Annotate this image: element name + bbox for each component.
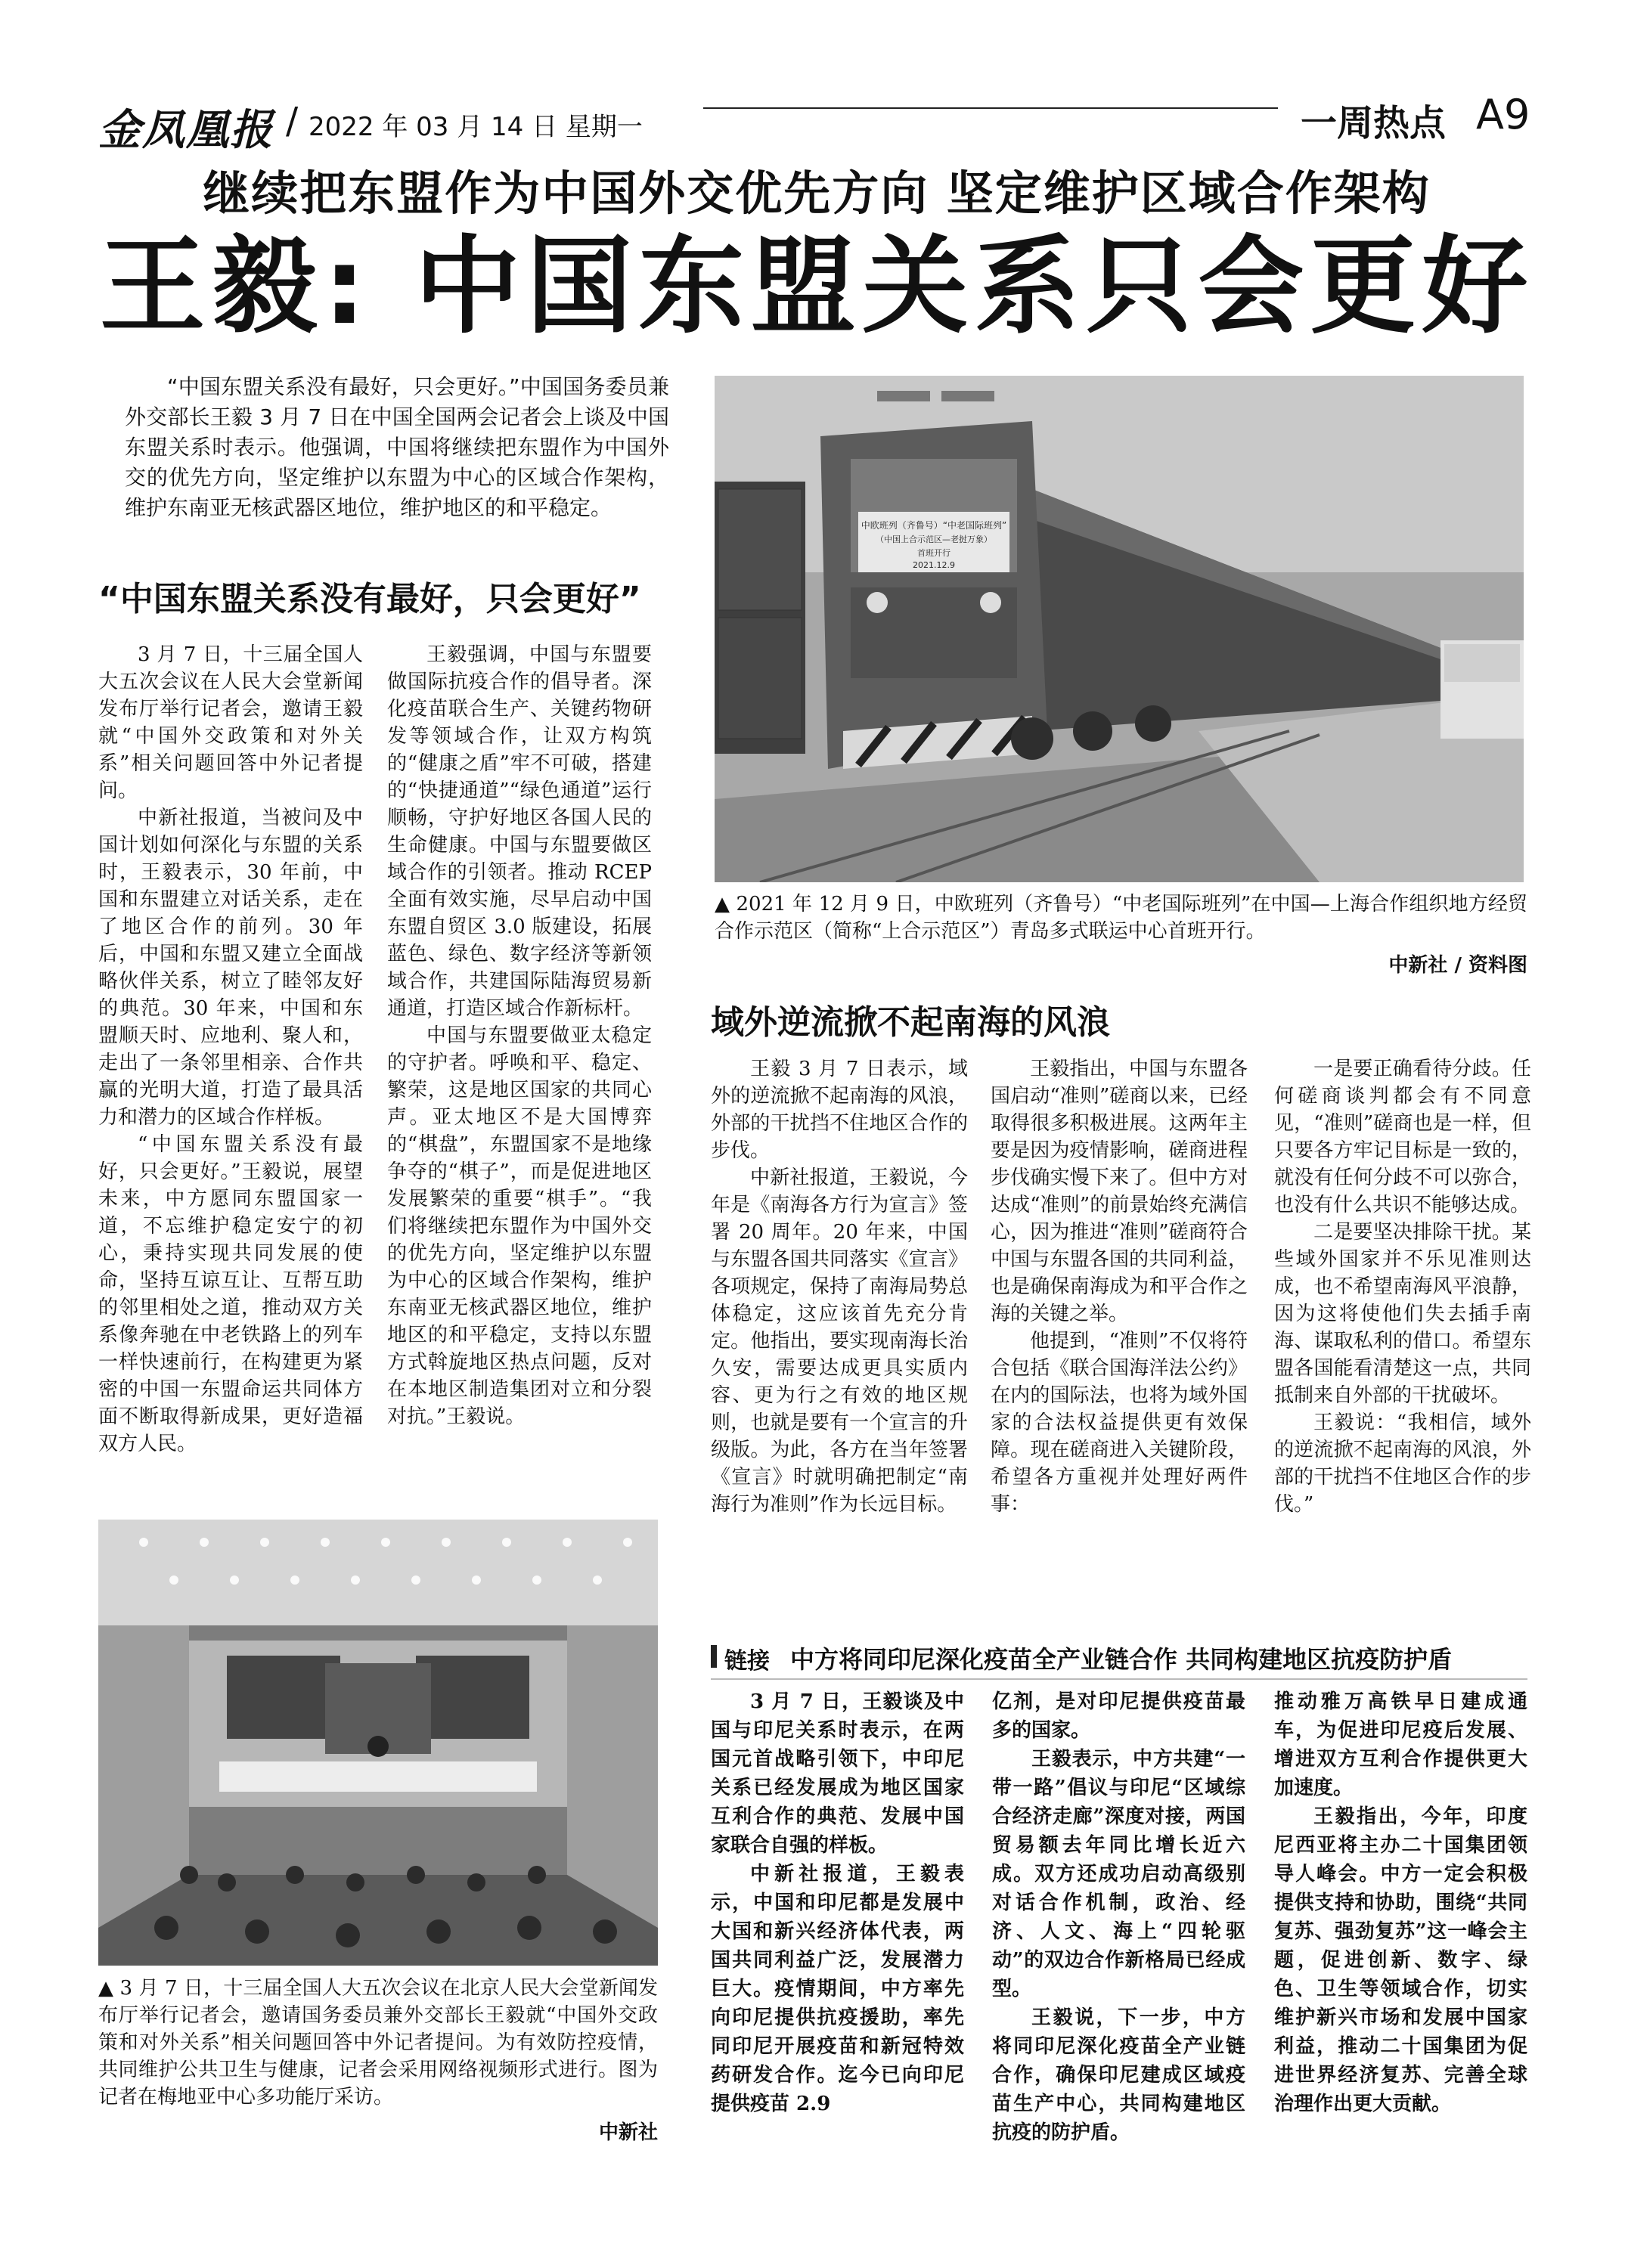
photo-credit: 中新社 [598,2121,658,2144]
photo-caption: ▲ 2021 年 12 月 9 日，中欧班列（齐鲁号）“中老国际班列”在中国—上海合作组织地方经贸合作示范区（简称“上合示范区”）青岛多式联运中心首班开行。 [715,893,1527,943]
paragraph: 王毅指出，中国与东盟各国启动“准则”磋商以来，已经取得很多积极进展。这两年主要是因为疫情影响，磋商进程步伐确实慢下来了。但中方对达成“准则”的前景始终充满信心，因为推进“准则”磋商符合中国与东盟各国的共同利益，也是确保南海成为和平合作之海的关键之举。 [991,1058,1248,1325]
paragraph: 3 月 7 日，王毅谈及中国与印尼关系时表示，在两国元首战略引领下，中印尼关系已经发展成为地区国家互利合作的典范、发展中国家联合自强的样板。 [711,1690,964,1857]
article-subtitle: 继续把东盟作为中国外交优先方向 坚定维护区域合作架构 [203,166,1431,221]
paragraph: 中新社报道，王毅表示，中国和印尼都是发展中大国和新兴经济体代表，两国共同利益广泛，发展潜力巨大。疫情期间，中方率先向印尼提供抗疫援助，率先同印尼开展疫苗和新冠特效药研发合作。迄今已向印尼提供疫苗 2.9 [711,1863,964,2115]
plate-text: 中欧班列（齐鲁号）“中老国际班列” [861,520,1007,531]
paragraph: 中国与东盟要做亚太稳定的守护者。呼唤和平、稳定、繁荣，这是地区国家的共同心声。亚太地区不是大国博弈的“棋盘”，东盟国家不是地缘争夺的“棋子”，而是促进地区发展繁荣的重要“棋手”。“我们将继续把东盟作为中国外交的优先方向，坚定维护以东盟为中心的区域合作架构，维护东南亚无核武器区地位，维护地区的和平稳定，支持以东盟方式斡旋地区热点问题，反对在本地区制造集团对立和分裂对抗。”王毅说。 [387,1024,652,1428]
paragraph: 3 月 7 日，十三届全国人大五次会议在人民大会堂新闻发布厅举行记者会，邀请王毅就“中国外交政策和对外关系”相关问题回答中外记者提问。 [98,643,363,802]
text-column-6 [711,1687,964,2118]
paragraph: 王毅说：“我相信，域外的逆流掀不起南海的风浪，外部的干扰挡不住地区合作的步伐。” [1274,1411,1531,1516]
plate-text: 首班开行 [917,548,951,558]
paragraph: 推动雅万高铁早日建成通车，为促进印尼疫后发展、增进双方互利合作提供更大加速度。 [1274,1690,1527,1799]
text-column-7 [992,1687,1245,2147]
press-conference-illustration [98,1520,658,1966]
lead-paragraph [125,372,669,523]
text-column-5 [1274,1055,1531,1518]
press-conference-photo [98,1520,658,1966]
paragraph: 中新社报道，王毅说，今年是《南海各方行为宣言》签署 20 周年。20 年来，中国与东盟各国共同落实《宣言》各项规定，保持了南海局势总体稳定，这应该首先充分肯定。他指出，要实现南海长治久安，需要达成更具实质内容、更为行之有效的地区规则，也就是要有一个宣言的升级版。为此，各方在当年签署《宣言》时就明确把制定“南海行为准则”作为长远目标。 [711,1167,968,1516]
paragraph: 王毅指出，今年，印度尼西亚将主办二十国集团领导人峰会。中方一定会积极提供支持和协助，围绕“共同复苏、强劲复苏”这一峰会主题，促进创新、数字、绿色、卫生等领域合作，切实维护新兴市场和发展中国家利益，推动二十国集团为促进世界经济复苏、完善全球治理作出更大贡献。 [1274,1805,1527,2115]
paragraph: 中新社报道，当被问及中国计划如何深化与东盟的关系时，王毅表示，30 年前，中国和东盟建立对话关系，走在了地区合作的前列。30 年后，中国和东盟又建立全面战略伙伴关系，树立了睦邻友好的典范。30 年来，中国和东盟顺天时、应地利、聚人和，走出了一条邻里相亲、合作共赢的光明大道，打造了最具活力和潜力的区域合作样板。 [98,807,363,1129]
text-column-3 [711,1055,968,1518]
text-column-2 [387,641,652,1430]
link-marker [711,1645,717,1668]
lead-text: “中国东盟关系没有最好，只会更好。”中国国务委员兼外交部长王毅 3 月 7 日在中国全国两会记者会上谈及中国东盟关系时表示。他强调，中国将继续把东盟作为中国外交的优先方向，坚定维护以东盟为中心的区域合作架构，维护东南亚无核武器区地位，维护地区的和平稳定。 [125,374,669,520]
text-column-4 [991,1055,1248,1518]
paragraph: 王毅 3 月 7 日表示，域外的逆流掀不起南海的风浪，外部的干扰挡不住地区合作的步伐。 [711,1058,968,1162]
text-column-1 [98,641,363,1458]
issue-date: 2022 年 03 月 14 日 星期一 [309,112,643,142]
text-column-8 [1274,1687,1527,2118]
train-photo [715,376,1524,882]
header-divider: / [286,100,299,142]
photo-caption: ▲ 3 月 7 日，十三届全国人大五次会议在北京人民大会堂新闻发布厅举行记者会，邀请国务委员兼外交部长王毅就“中国外交政策和对外关系”相关问题回答中外记者提问。为有效防控疫情，共同维护公共卫生与健康，记者会采用网络视频形式进行。图为记者在梅地亚中心多功能厅采访。 [98,1977,658,2108]
paragraph: 王毅说，下一步，中方将同印尼深化疫苗全产业链合作，确保印尼建成区域疫苗生产中心，共同构建地区抗疫的防护盾。 [992,2006,1245,2144]
header-rule [703,107,1278,109]
paragraph: 王毅强调，中国与东盟要做国际抗疫合作的倡导者。深化疫苗联合生产、关键药物研发等领域合作，让双方构筑的“健康之盾”牢不可破，搭建的“快捷通道”“绿色通道”运行顺畅，守护好地区各国人民的生命健康。中国与东盟要做区域合作的引领者。推动 RCEP 全面有效实施，尽早启动中国东盟自贸区 3.0 版建设，拓展蓝色、绿色、数字经济等新领域合作，共建国际陆海贸易新通道，打造区域合作新标杆。 [387,643,652,1020]
section-name: 一周热点 [1301,102,1447,144]
paragraph: 王毅表示，中方共建“一带一路”倡议与印尼“区域综合经济走廊”深度对接，两国贸易额去年同比增长近六成。双方还成功启动高级别对话合作机制，政治、经济、人文、海上“四轮驱动”的双边合作新格局已经成型。 [992,1748,1245,2000]
masthead-logo: 金凤凰报 [98,105,274,155]
link-headline: 中方将同印尼深化疫苗全产业链合作 共同构建地区抗疫防护盾 [790,1645,1453,1674]
photo-credit: 中新社 / 资料图 [1388,954,1527,977]
paragraph: “中国东盟关系没有最好，只会更好。”王毅说，展望未来，中方愿同东盟国家一道，不忘维护稳定安宁的初心，秉持实现共同发展的使命，坚持互谅互让、互帮互助的邻里相处之道，推动双方关系像奔驰在中老铁路上的列车一样快速前行，在构建更为紧密的中国一东盟命运共同体方面不断取得新成果，更好造福双方人民。 [98,1133,363,1455]
paragraph: 二是要坚决排除干扰。某些域外国家并不乐见准则达成，也不希望南海风平浪静，因为这将使他们失去插手南海、谋取私利的借口。希望东盟各国能看清楚这一点，共同抵制来自外部的干扰破坏。 [1274,1221,1531,1407]
link-rule [711,1678,1527,1680]
link-tag: 链接 [724,1648,770,1675]
section-heading-1: “中国东盟关系没有最好，只会更好” [98,580,641,618]
paragraph: 亿剂，是对印尼提供疫苗最多的国家。 [992,1690,1245,1742]
article-headline: 王毅: 中国东盟关系只会更好 [99,225,1534,349]
page-number: A9 [1476,91,1530,138]
plate-text: （中国上合示范区—老挝万象） [876,534,992,544]
paragraph: 他提到，“准则”不仅将符合包括《联合国海洋法公约》在内的国际法，也将为域外国家的合法权益提供更有效保障。现在磋商进入关键阶段，希望各方重视并处理好两件事： [991,1330,1248,1516]
paragraph: 一是要正确看待分歧。任何磋商谈判都会有不同意见，“准则”磋商也是一样，但只要各方牢记目标是一致的，就没有任何分歧不可以弥合，也没有什么共识不能够达成。 [1274,1058,1531,1216]
section-heading-2: 域外逆流掀不起南海的风浪 [711,1003,1110,1042]
train-illustration [715,376,1524,882]
plate-text: 2021.12.9 [913,560,955,570]
